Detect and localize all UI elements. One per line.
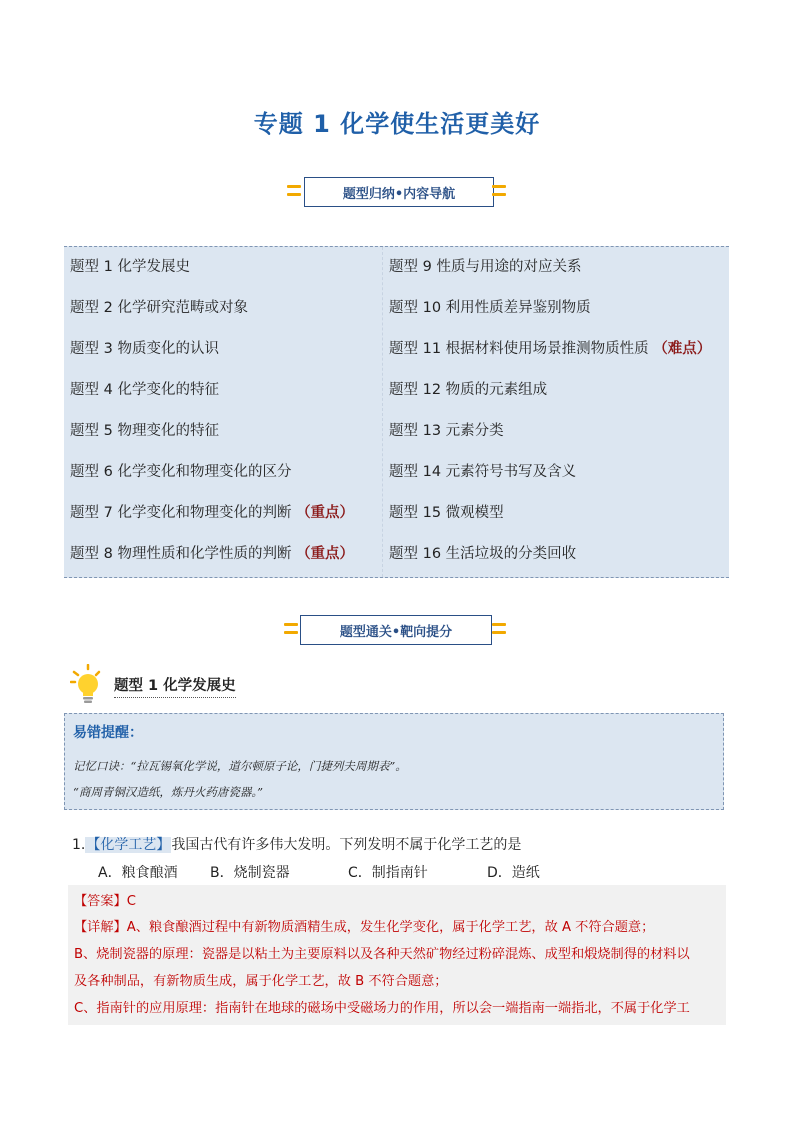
- question-text: 我国古代有许多伟大发明。下列发明不属于化学工艺的是: [171, 837, 522, 853]
- detail-label: 【详解】: [74, 920, 127, 935]
- section-banner-practice: [0, 612, 794, 648]
- toc-panel: [64, 246, 729, 578]
- toc-item-label: 题型 6 化学变化和物理变化的区分: [70, 464, 292, 480]
- toc-item-label: 题型 11 根据材料使用场景推测物质性质: [389, 341, 654, 357]
- detail-line: 及各种制品，有新物质生成，属于化学工艺，故 B 不符合题意；: [74, 974, 448, 989]
- answer-label: 【答案】: [74, 894, 127, 909]
- option-b: B．烧制瓷器: [210, 865, 290, 881]
- toc-item: [70, 460, 291, 481]
- type-heading: [70, 664, 370, 704]
- toc-item-tag: （重点）: [296, 546, 355, 562]
- section-banner-label: 题型通关•靶向提分: [300, 615, 492, 645]
- toc-item: [70, 337, 219, 358]
- toc-item: [70, 419, 219, 440]
- tip-box: [64, 713, 724, 810]
- toc-item-label: 题型 14 元素符号书写及含义: [389, 464, 577, 480]
- toc-item: [389, 255, 581, 276]
- option-a: A．粮食酿酒: [98, 865, 178, 881]
- toc-item: [389, 501, 504, 522]
- toc-item-tag: （难点）: [653, 341, 712, 357]
- page-title: 专题 1 化学使生活更美好: [253, 110, 541, 138]
- toc-item: [70, 542, 354, 563]
- lightbulb-icon: [70, 664, 104, 704]
- toc-item: [70, 378, 219, 399]
- toc-item-label: 题型 16 生活垃圾的分类回收: [389, 546, 577, 562]
- detail-line: B、烧制瓷器的原理：瓷器是以粘土为主要原料以及各种天然矿物经过粉碎混炼、成型和煅烧制得的材料以: [74, 947, 690, 962]
- toc-item-label: 题型 9 性质与用途的对应关系: [389, 259, 582, 275]
- answer-block: [68, 885, 726, 1025]
- section-banner-navigation: [0, 174, 794, 210]
- toc-item-label: 题型 8 物理性质和化学性质的判断: [70, 546, 297, 562]
- question-tag: 【化学工艺】: [86, 837, 171, 853]
- toc-item-label: 题型 15 微观模型: [389, 505, 504, 521]
- toc-item-label: 题型 5 物理变化的特征: [70, 423, 219, 439]
- toc-item-label: 题型 4 化学变化的特征: [70, 382, 219, 398]
- answer-value: C: [126, 894, 136, 909]
- tip-line: 记忆口诀：“拉瓦锡氧化学说，道尔顿原子论，门捷列夫周期表”。: [73, 759, 407, 773]
- tip-line: “商周青铜汉造纸，炼丹火药唐瓷器。”: [73, 785, 264, 799]
- toc-item: [389, 460, 576, 481]
- option-d: D．造纸: [487, 865, 540, 881]
- detail-line: C、指南针的应用原理：指南针在地球的磁场中受磁场力的作用，所以会一端指南一端指北，不属于化学工: [74, 1001, 690, 1016]
- toc-item-label: 题型 13 元素分类: [389, 423, 504, 439]
- toc-item: [389, 542, 576, 563]
- toc-item: [389, 296, 591, 317]
- toc-item-label: 题型 2 化学研究范畴或对象: [70, 300, 248, 316]
- question-stem: [72, 834, 521, 854]
- tip-title: 易错提醒：: [73, 725, 143, 741]
- toc-item-label: 题型 3 物质变化的认识: [70, 341, 219, 357]
- toc-item-label: 题型 10 利用性质差异鉴别物质: [389, 300, 591, 316]
- toc-item: [389, 337, 711, 358]
- answer-line: [74, 890, 136, 909]
- section-banner-label: 题型归纳•内容导航: [304, 177, 494, 207]
- toc-item: [70, 255, 190, 276]
- toc-item-label: 题型 7 化学变化和物理变化的判断: [70, 505, 297, 521]
- toc-item: [389, 378, 547, 399]
- detail-text: A、粮食酿酒过程中有新物质酒精生成，发生化学变化，属于化学工艺，故 A 不符合题意；: [126, 920, 655, 935]
- toc-item-tag: （重点）: [296, 505, 355, 521]
- option-c: C．制指南针: [348, 865, 428, 881]
- toc-item-label: 题型 12 物质的元素组成: [389, 382, 548, 398]
- toc-item: [389, 419, 504, 440]
- toc-item-label: 题型 1 化学发展史: [70, 259, 190, 275]
- toc-item: [70, 296, 248, 317]
- question-number: 1.: [72, 837, 86, 853]
- type-heading-label: 题型 1 化学发展史: [114, 674, 236, 698]
- detail-line: [74, 916, 654, 935]
- toc-item: [70, 501, 354, 522]
